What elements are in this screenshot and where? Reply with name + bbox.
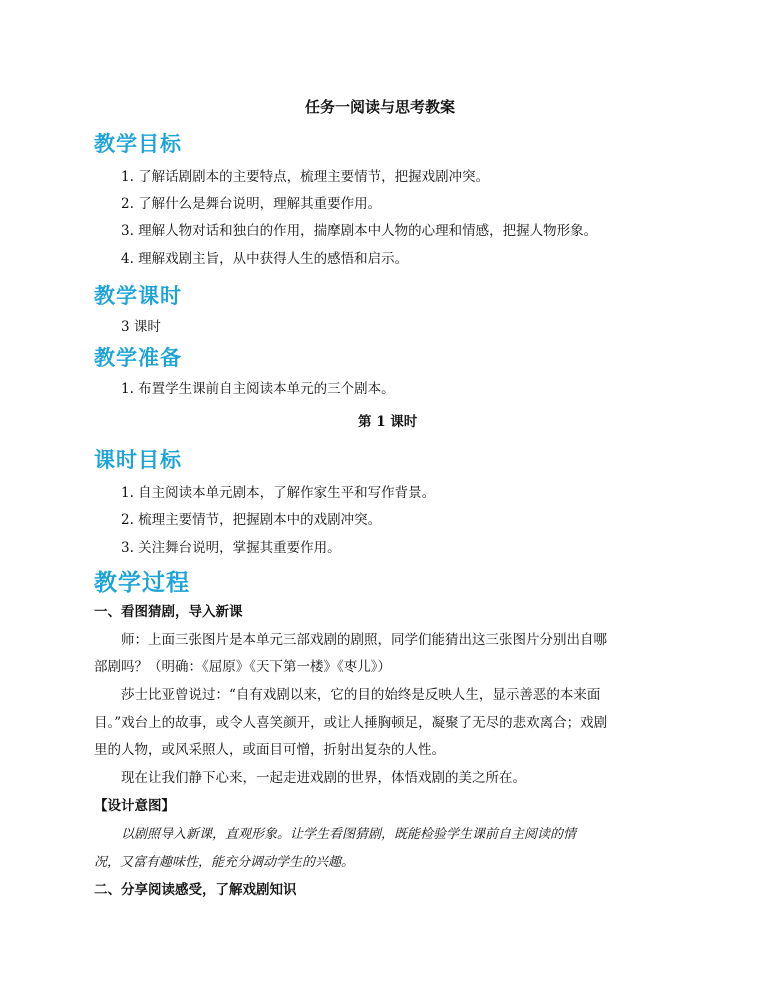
lesson-goal-item: 1. 自主阅读本单元剧本，了解作家生平和写作背景。 bbox=[121, 485, 436, 501]
prep-item: 1. 布置学生课前自主阅读本单元的三个剧本。 bbox=[121, 381, 395, 397]
section-heading: 二、分享阅读感受，了解戏剧知识 bbox=[94, 882, 297, 898]
objective-item: 3. 理解人物对话和独白的作用，揣摩剧本中人物的心理和情感，把握人物形象。 bbox=[121, 223, 598, 239]
hours-text: 3 课时 bbox=[121, 319, 161, 335]
design-intent-label: 【设计意图】 bbox=[94, 798, 175, 814]
lesson-goal-item: 2. 梳理主要情节，把握剧本中的戏剧冲突。 bbox=[121, 512, 382, 528]
paragraph-line: 师：上面三张图片是本单元三部戏剧的剧照，同学们能猜出这三张图片分别出自哪 bbox=[121, 632, 607, 648]
document-title: 任务一阅读与思考教案 bbox=[305, 98, 456, 116]
paragraph-line: 现在让我们静下心来，一起走进戏剧的世界，体悟戏剧的美之所在。 bbox=[121, 770, 526, 786]
objectives-heading: 教学目标 bbox=[94, 132, 182, 156]
lesson-goals-heading: 课时目标 bbox=[94, 448, 182, 472]
objective-item: 2. 了解什么是舞台说明，理解其重要作用。 bbox=[121, 196, 382, 212]
objective-item: 4. 理解戏剧主旨，从中获得人生的感悟和启示。 bbox=[121, 251, 409, 267]
hours-heading: 教学课时 bbox=[94, 284, 182, 308]
paragraph-line: 里的人物，或风采照人，或面目可憎，折射出复杂的人性。 bbox=[94, 742, 445, 758]
prep-heading: 教学准备 bbox=[94, 346, 182, 370]
paragraph-line: 莎士比亚曾说过：“自有戏剧以来，它的目的始终是反映人生，显示善恶的本来面 bbox=[121, 687, 601, 703]
paragraph-line: 部剧吗？（明确：《屈原》《天下第一楼》《枣儿》） bbox=[94, 659, 391, 675]
lesson-title: 第 1 课时 bbox=[358, 414, 418, 430]
design-intent-line: 以剧照导入新课，直观形象。让学生看图猜剧，既能检验学生课前自主阅读的情 bbox=[121, 827, 577, 842]
section-heading: 一、看图猜剧，导入新课 bbox=[94, 604, 243, 620]
lesson-goal-item: 3. 关注舞台说明，掌握其重要作用。 bbox=[121, 540, 341, 556]
objective-item: 1. 了解话剧剧本的主要特点，梳理主要情节，把握戏剧冲突。 bbox=[121, 169, 490, 185]
design-intent-line: 况，又富有趣味性，能充分调动学生的兴趣。 bbox=[94, 855, 355, 870]
paragraph-line: 目。”戏台上的故事，或令人喜笑颜开，或让人捶胸顿足，凝聚了无尽的悲欢离合；戏剧 bbox=[94, 715, 608, 731]
process-heading: 教学过程 bbox=[94, 570, 190, 596]
